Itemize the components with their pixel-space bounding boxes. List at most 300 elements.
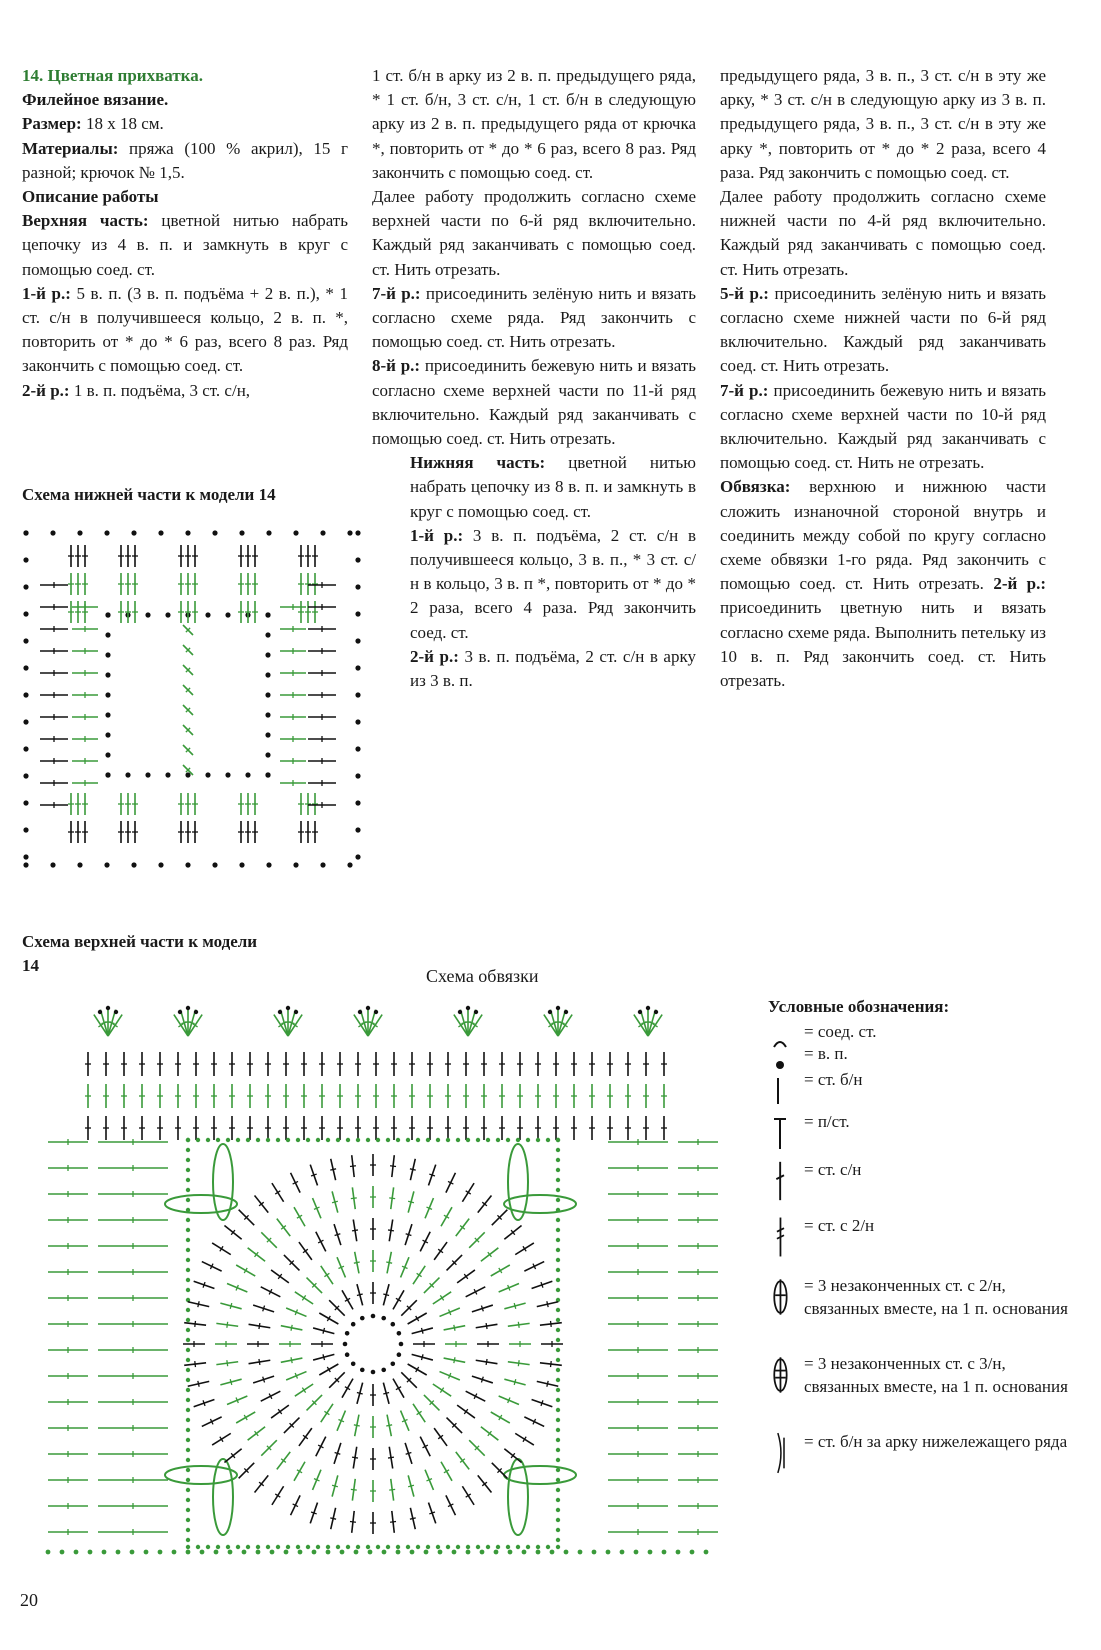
chain-dot [366, 1545, 370, 1549]
chain-dot [186, 1188, 190, 1192]
text-column-3 [720, 64, 1046, 693]
materials-value: пряжа (100 % акрил), 15 г разной; крючок № 1,5. [22, 138, 348, 182]
chain-dot [426, 1545, 430, 1549]
chain-dot [256, 1550, 261, 1555]
chain-dot [186, 1468, 190, 1472]
chain-dot [130, 1550, 135, 1555]
chain-dot [186, 1538, 190, 1542]
chain-dot [186, 1550, 191, 1555]
chain-dot [355, 854, 360, 859]
chain-dot [212, 862, 217, 867]
chain-dot [158, 530, 163, 535]
stitch-bar [335, 1452, 341, 1454]
chain-dot [23, 827, 28, 832]
stitch-bar [351, 1489, 357, 1490]
lower-row2-label: 2-й р.: [410, 646, 459, 666]
chain-dot [77, 862, 82, 867]
stitch-bar [323, 1354, 325, 1360]
chain-dot [186, 1528, 190, 1532]
chain-dot [276, 1138, 280, 1142]
chain-dot [145, 612, 150, 617]
chain-dot [556, 1448, 560, 1452]
chain-dot [186, 1378, 190, 1382]
chain-dot [265, 612, 270, 617]
chain-dot [186, 1418, 190, 1422]
chain-dot [23, 800, 28, 805]
chain-dot [516, 1138, 520, 1142]
chain-dot [386, 1545, 390, 1549]
stitch-bar [259, 1323, 260, 1329]
chain-dot [506, 1545, 510, 1549]
chain-dot [355, 584, 360, 589]
lower-row7-text: присоединить бежевую нить и вязать согласно схеме верхней части по 10-й ряд включительно. Каждый ряд заканчивать с помощью соед. ст. Нить не отрезать. [720, 380, 1047, 473]
chain-dot [105, 692, 110, 697]
chain-dot [294, 1010, 298, 1014]
chain-dot [496, 1545, 500, 1549]
edging-label: Обвязка: [720, 477, 791, 497]
chain-dot [556, 1188, 560, 1192]
chain-dot [397, 1331, 402, 1336]
chain-dot [556, 1308, 560, 1312]
chain-dot [186, 1178, 190, 1182]
chain-dot [564, 1010, 568, 1014]
chain-dot [386, 1138, 390, 1142]
chain-dot [278, 1010, 282, 1014]
chain-dot [550, 1550, 555, 1555]
chain-dot [105, 612, 110, 617]
chain-dot [196, 1545, 200, 1549]
stitch-bar [323, 1328, 325, 1334]
chain-dot [105, 652, 110, 657]
chain-dot [186, 1428, 190, 1432]
chain-dot [265, 652, 270, 657]
chain-dot [410, 1550, 415, 1555]
row2-continuation: 1 ст. б/н в арку из 2 в. п. предыдущего ряда, * 1 ст. б/н, 3 ст. с/н, 1 ст. б/н в следующую арку из 2 в. п. предыдущего ряда от крючка *, повторить от * до * 6 раз, всего 8 раз. Ряд закончить с помощью соед. ст. [372, 66, 696, 182]
stitch-bar [383, 1294, 389, 1296]
chain-dot [556, 1178, 560, 1182]
chain-dot [556, 1238, 560, 1242]
chain-dot [225, 772, 230, 777]
chain-dot [376, 1545, 380, 1549]
chain-dot [690, 1550, 695, 1555]
stitch-bar [350, 1522, 356, 1523]
chain-dot [265, 692, 270, 697]
chain-dot [265, 772, 270, 777]
chain-dot [296, 1545, 300, 1549]
chain-dot [355, 719, 360, 724]
chain-dot [23, 773, 28, 778]
half-double-crochet-icon [768, 1110, 800, 1156]
chain-dot [165, 772, 170, 777]
chain-dot [556, 1248, 560, 1252]
lower-row2-text: 3 в. п. подъёма, 2 ст. с/н в арку из 3 в. п. [410, 646, 696, 691]
chain-dot [556, 1006, 560, 1010]
chain-dot [77, 530, 82, 535]
chain-dot [23, 719, 28, 724]
stitch-bar [518, 1322, 519, 1328]
chain-dot [186, 1408, 190, 1412]
chain-dot [105, 732, 110, 737]
chain-dot [186, 1138, 190, 1142]
upper-part-crochet-diagram [18, 992, 758, 1582]
chain-dot [356, 1545, 360, 1549]
chain-dot [480, 1550, 485, 1555]
chain-dot [536, 1545, 540, 1549]
chain-dot [556, 1148, 560, 1152]
chain-dot [351, 1361, 356, 1366]
chain-dot [226, 1138, 230, 1142]
chain-dot [556, 1158, 560, 1162]
stitch-bar [227, 1322, 228, 1328]
chain-dot [516, 1545, 520, 1549]
chain-dot [23, 611, 28, 616]
stitch-bar [547, 1301, 548, 1307]
stitch-bar [195, 1361, 196, 1367]
chain-dot [266, 1138, 270, 1142]
chain-dot [556, 1258, 560, 1262]
chain-dot [355, 530, 360, 535]
chain-dot [186, 1518, 190, 1522]
chain-dot [186, 1228, 190, 1232]
chain-dot [186, 1488, 190, 1492]
chain-dot [105, 632, 110, 637]
row1-label: 1-й р.: [22, 283, 71, 303]
chain-dot [194, 1010, 198, 1014]
chain-dot [186, 1278, 190, 1282]
chain-dot [158, 1550, 163, 1555]
chain-dot [326, 1550, 331, 1555]
stitch-bar [386, 1262, 392, 1263]
chain-dot [316, 1138, 320, 1142]
chain-dot [592, 1550, 597, 1555]
chain-dot [556, 1318, 560, 1322]
chain-dot [158, 862, 163, 867]
chain-dot [476, 1545, 480, 1549]
stitch-bar [230, 1379, 232, 1385]
row8-text: присоединить бежевую нить и вязать согласно схеме верхней части по 11-й ряд включительно. Каждый ряд заканчивать с помощью соед. ст. Нить отрезать. [372, 356, 696, 449]
chain-dot [196, 1138, 200, 1142]
chain-dot [556, 1418, 560, 1422]
stitch-bar [559, 1022, 565, 1024]
chain-dot [105, 752, 110, 757]
chain-dot [266, 1545, 270, 1549]
chain-dot [74, 1550, 79, 1555]
chain-dot [556, 1368, 560, 1372]
upper-scheme-title: Схема верхней части к модели 14 [22, 932, 258, 975]
legend-item-sc-around-arch [768, 1430, 1068, 1500]
chain-dot [296, 1138, 300, 1142]
chain-dot [266, 530, 271, 535]
work-description-heading: Описание работы [22, 187, 159, 207]
chain-dot [381, 1316, 386, 1321]
chain-dot [390, 1322, 395, 1327]
chain-dot [214, 1550, 219, 1555]
chain-dot [88, 1550, 93, 1555]
chain-dot [326, 1138, 330, 1142]
chain-dot [556, 1468, 560, 1472]
technique: Филейное вязание. [22, 90, 169, 110]
stitch-bar [198, 1381, 199, 1387]
stitch-bar [330, 1169, 336, 1170]
chain-dot [165, 612, 170, 617]
chain-dot [382, 1550, 387, 1555]
chain-dot [102, 1550, 107, 1555]
chain-dot [399, 1342, 404, 1347]
stitch-bar [389, 1489, 395, 1490]
chain-dot [286, 1138, 290, 1142]
stitch-bar [259, 1359, 260, 1365]
chain-dot [371, 1314, 376, 1319]
chain-dot [556, 1378, 560, 1382]
chain-dot [536, 1550, 541, 1555]
edging-text: верхнюю и нижнюю части сложить изнаночной стороной внутрь и соединить между собой по кругу согласно схеме обвязки 1-го ряда. Ряд закончить с помощью соед. ст. Нить отрезать. [720, 477, 1046, 594]
stitch-bar [289, 1022, 295, 1024]
stitch-bar [332, 1485, 338, 1487]
legend-label: = в. п. [804, 1044, 848, 1063]
chain-dot [105, 712, 110, 717]
chain-dot [186, 1338, 190, 1342]
chain-dot [178, 1010, 182, 1014]
chain-dot [186, 1248, 190, 1252]
chain-dot [23, 530, 28, 535]
page-number: 20 [20, 1590, 38, 1610]
chain-dot [239, 530, 244, 535]
chain-dot [206, 1138, 210, 1142]
chain-dot [556, 1458, 560, 1462]
legend-item-sc [768, 1068, 1068, 1102]
edging-scheme-title: Схема обвязки [426, 966, 539, 986]
stitch-bar [354, 1425, 360, 1426]
chain-dot [556, 1538, 560, 1542]
legend-label: = ст. с 2/н [804, 1216, 875, 1235]
legend-item-cluster-2 [768, 1274, 1068, 1344]
chain-dot [212, 530, 217, 535]
chain-dot [200, 1550, 205, 1555]
chain-dot [186, 1388, 190, 1392]
lower-part-text: цветной нитью набрать цепочку из 8 в. п. и замкнуть в круг с помощью соед. ст. [410, 453, 696, 521]
chain-dot [476, 1138, 480, 1142]
stitch-bar [291, 1357, 292, 1363]
chain-dot [216, 1138, 220, 1142]
chain-dot [556, 1328, 560, 1332]
chain-dot [23, 854, 28, 859]
text-column-2 [372, 64, 696, 693]
chain-dot [676, 1550, 681, 1555]
lower-row5-text: присоединить зелёную нить и вязать согласно схеме нижней части по 6-й ряд включительно. Каждый ряд заканчивать соед. ст. Нить отрезать. [720, 283, 1046, 376]
chain-dot [456, 1545, 460, 1549]
chain-dot [186, 1348, 190, 1352]
chain-dot [186, 1438, 190, 1442]
chain-dot [556, 1428, 560, 1432]
stitch-bar [551, 1321, 552, 1327]
chain-dot [186, 1006, 190, 1010]
chain-dot [346, 1545, 350, 1549]
chain-dot [648, 1550, 653, 1555]
chain-dot [256, 1545, 260, 1549]
chain-dot [654, 1010, 658, 1014]
chain-dot [355, 800, 360, 805]
legend-item-hdc [768, 1110, 1068, 1150]
chain-dot [556, 1168, 560, 1172]
chain-dot [186, 1478, 190, 1482]
stitch-bar [389, 1198, 395, 1199]
chain-dot [346, 1138, 350, 1142]
chain-dot [546, 1545, 550, 1549]
chain-dot [446, 1545, 450, 1549]
chain-dot [145, 772, 150, 777]
stitch-bar [352, 1457, 358, 1458]
chain-dot [185, 862, 190, 867]
chain-dot [458, 1010, 462, 1014]
chain-dot [144, 1550, 149, 1555]
chain-dot [205, 612, 210, 617]
stitch-bar [518, 1360, 519, 1366]
stitch-bar [481, 1377, 483, 1383]
chain-dot [186, 1238, 190, 1242]
lower-part-label: Нижняя часть: [410, 453, 546, 473]
chain-dot [306, 1545, 310, 1549]
chain-dot [46, 1550, 51, 1555]
chain-dot [320, 862, 325, 867]
text-column-1 [22, 64, 348, 403]
chain-dot [376, 1138, 380, 1142]
cluster-tr-icon [768, 1274, 800, 1320]
legend-item-tr [768, 1214, 1068, 1266]
lower-row5-label: 5-й р.: [720, 283, 769, 303]
chain-dot [556, 1488, 560, 1492]
chain-dot [320, 530, 325, 535]
chain-dot [185, 530, 190, 535]
chain-dot [526, 1545, 530, 1549]
chain-dot [452, 1550, 457, 1555]
lower-part-crochet-diagram [18, 525, 378, 895]
stitch-bar [369, 1022, 375, 1024]
chain-dot [104, 530, 109, 535]
chain-dot [345, 1331, 350, 1336]
chain-dot [496, 1138, 500, 1142]
chain-dot [186, 1358, 190, 1362]
chain-dot [186, 1508, 190, 1512]
chain-dot [23, 584, 28, 589]
legend-item-chain [768, 1042, 1068, 1066]
chain-dot [486, 1138, 490, 1142]
chain-dot [360, 1368, 365, 1373]
chain-dot [186, 1308, 190, 1312]
chain-dot [172, 1550, 177, 1555]
stitch-bar [410, 1518, 416, 1519]
chain-dot [316, 1545, 320, 1549]
stitch-bar [406, 1234, 412, 1236]
chain-dot [239, 862, 244, 867]
legend-item-slip-stitch [768, 1020, 1068, 1042]
stitch-bar [408, 1201, 414, 1203]
chain-dot [186, 1328, 190, 1332]
chain-dot [556, 1278, 560, 1282]
cluster-mark [504, 1195, 576, 1213]
chain-dot [466, 1006, 470, 1010]
chain-dot [556, 1398, 560, 1402]
chain-dot [526, 1138, 530, 1142]
chain-dot [355, 773, 360, 778]
chain-dot [646, 1006, 650, 1010]
chain-dot [556, 1498, 560, 1502]
stitch-bar [350, 1166, 356, 1167]
chain-dot [556, 1358, 560, 1362]
stitch-bar [357, 1294, 363, 1296]
chain-dot [396, 1550, 401, 1555]
chain-dot [186, 1498, 190, 1502]
chain-dot [371, 1370, 376, 1375]
stitch-bar [514, 1303, 516, 1309]
chain-dot [556, 1138, 560, 1142]
stitch-bar [335, 1234, 341, 1236]
chain-dot [556, 1348, 560, 1352]
chain-dot [366, 1006, 370, 1010]
legend [768, 995, 1068, 1508]
chain-dot [406, 1545, 410, 1549]
chain-dot [556, 1288, 560, 1292]
chain-dot [343, 1342, 348, 1347]
chain-dot [23, 862, 28, 867]
chain-dot [347, 862, 352, 867]
chain-dot [358, 1010, 362, 1014]
chain-dot [438, 1550, 443, 1555]
chain-dot [336, 1545, 340, 1549]
row8-label: 8-й р.: [372, 356, 421, 376]
chain-dot [396, 1545, 400, 1549]
chain-dot [354, 1550, 359, 1555]
chain-dot [206, 1545, 210, 1549]
chain-dot [556, 1438, 560, 1442]
chain-dot [556, 1338, 560, 1342]
chain-dot [474, 1010, 478, 1014]
chain-dot [266, 862, 271, 867]
chain-dot [522, 1550, 527, 1555]
chain-dot [105, 672, 110, 677]
stitch-bar [421, 1328, 423, 1334]
chain-dot [293, 862, 298, 867]
chain-dot [704, 1550, 709, 1555]
legend-label: = 3 незаконченных ст. с 3/н, связанных вместе, на 1 п. основания [804, 1354, 1068, 1396]
chain-dot [360, 1316, 365, 1321]
chain-dot [347, 530, 352, 535]
chain-dot [186, 1158, 190, 1162]
chain-dot [186, 1368, 190, 1372]
chain-dot [406, 1138, 410, 1142]
chain-dot [446, 1138, 450, 1142]
chain-dot [556, 1478, 560, 1482]
double-crochet-icon [768, 1158, 800, 1204]
chain-dot [186, 1218, 190, 1222]
chain-dot [186, 1168, 190, 1172]
chain-dot [506, 1138, 510, 1142]
chain-dot [556, 1218, 560, 1222]
chain-dot [466, 1545, 470, 1549]
stitch-bar [351, 1198, 357, 1199]
model-title: 14. Цветная прихватка. [22, 66, 203, 85]
chain-dot [186, 1318, 190, 1322]
legend-label: = ст. б/н за арку нижележащего ряда [804, 1432, 1068, 1451]
upper-continue-text: Далее работу продолжить согласно схеме верхней части по 6-й ряд включительно. Каждый ряд заканчивать с помощью соед. ст. Нить отрезать. [372, 187, 696, 279]
materials-label: Материалы: [22, 138, 119, 158]
stitch-bar [189, 1022, 195, 1024]
chain-dot [50, 530, 55, 535]
chain-dot [298, 1550, 303, 1555]
stitch-bar [332, 1201, 338, 1203]
stitch-bar [388, 1457, 394, 1458]
chain-dot [390, 1361, 395, 1366]
legend-label: = соед. ст. [804, 1022, 877, 1041]
